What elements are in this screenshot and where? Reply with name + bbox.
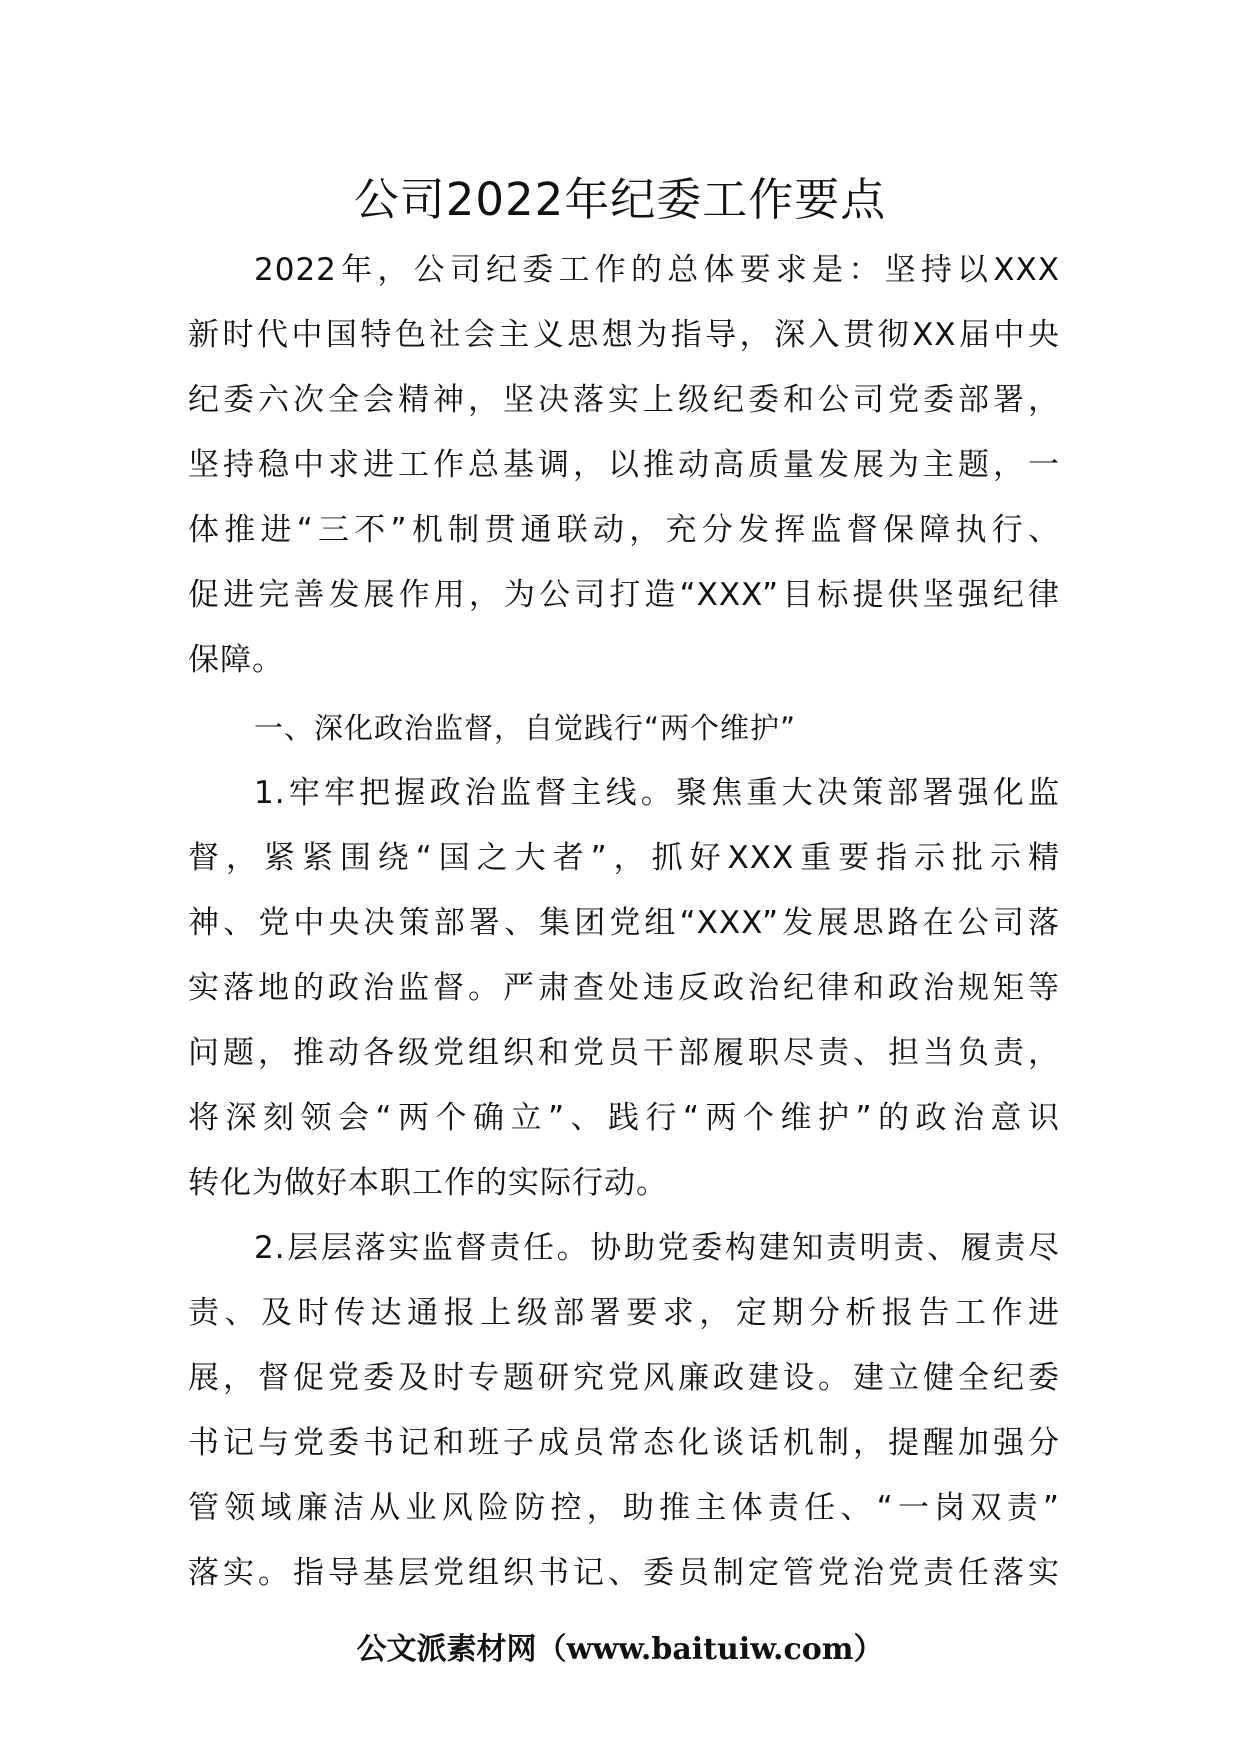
paragraph-line: 神、党中央决策部署、集团党组“XXX”发展思路在公司落 (188, 905, 1060, 941)
paragraph-line: 保障。 (188, 642, 284, 678)
paragraph-line: 2.层层落实监督责任。协助党委构建知责明责、履责尽 (254, 1230, 1060, 1266)
footer-watermark: 公文派素材网（www.baituiw.com） (356, 1632, 884, 1667)
document-title: 公司2022年纪委工作要点 (353, 173, 887, 226)
paragraph-line: 管领域廉洁从业风险防控，助推主体责任、“一岗双责” (188, 1490, 1060, 1526)
paragraph-line: 问题，推动各级党组织和党员干部履职尽责、担当负责， (188, 1035, 1060, 1071)
paragraph-line: 体推进“三不”机制贯通联动，充分发挥监督保障执行、 (188, 512, 1060, 548)
paragraph-line: 新时代中国特色社会主义思想为指导，深入贯彻XX届中央 (188, 317, 1060, 353)
paragraph-line: 坚持稳中求进工作总基调，以推动高质量发展为主题，一 (188, 447, 1060, 483)
item-2-paragraph (188, 1216, 1060, 1606)
paragraph-line: 落实。指导基层党组织书记、委员制定管党治党责任落实 (188, 1555, 1060, 1591)
paragraph-line: 转化为做好本职工作的实际行动。 (188, 1165, 668, 1201)
document-body (188, 238, 1060, 1606)
paragraph-line: 责、及时传达通报上级部署要求，定期分析报告工作进 (188, 1295, 1060, 1331)
paragraph-line: 促进完善发展作用，为公司打造“XXX”目标提供坚强纪律 (188, 577, 1060, 613)
paragraph-line: 实落地的政治监督。严肃查处违反政治纪律和政治规矩等 (188, 970, 1060, 1006)
paragraph-line: 2022年，公司纪委工作的总体要求是：坚持以XXX (254, 252, 1060, 288)
item-1-paragraph (188, 761, 1060, 1216)
paragraph-line: 督，紧紧围绕“国之大者”，抓好XXX重要指示批示精 (188, 840, 1060, 876)
paragraph-line: 纪委六次全会精神，坚决落实上级纪委和公司党委部署， (188, 382, 1060, 418)
paragraph-line: 将深刻领会“两个确立”、践行“两个维护”的政治意识 (188, 1100, 1060, 1136)
paragraph-line: 1.牢牢把握政治监督主线。聚焦重大决策部署强化监 (254, 775, 1060, 811)
section-heading: 一、深化政治监督，自觉践行“两个维护” (254, 711, 797, 745)
paragraph-line: 展，督促党委及时专题研究党风廉政建设。建立健全纪委 (188, 1360, 1060, 1396)
intro-paragraph (188, 238, 1060, 693)
paragraph-line: 书记与党委书记和班子成员常态化谈话机制，提醒加强分 (188, 1425, 1060, 1461)
